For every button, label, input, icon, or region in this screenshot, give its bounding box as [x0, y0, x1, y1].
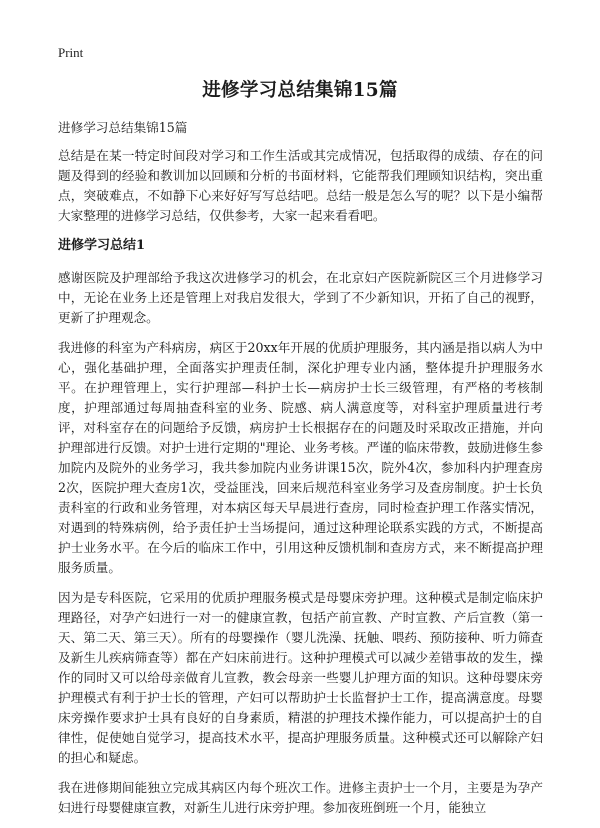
section-heading: 进修学习总结1	[58, 238, 146, 253]
article-subtitle: 进修学习总结集锦15篇	[58, 120, 188, 135]
print-link[interactable]: Print	[58, 45, 84, 60]
body-paragraph: 我进修的科室为产科病房，病区于20xx年开展的优质护理服务，其内涵是指以病人为中心，强化基础护理，全面落实护理责任制，深化护理专业内涵，整体提升护理服务水平。在护理管理上，实行护理部—科护士长—病房护士长三级管理，有严格的考核制度，护理部通过每周抽查科室的业务、院感、病人满意度等，对科室护理质量进行考评，对科室存在的问题给予反馈，病房护士长根据存在的问题及时采取改正措施，并向护理部进行反馈。对护士进行定期的"理论、业务考核。严谨的临床带教，鼓励进修生参加院内及院外的业务学习，我共参加院内业务讲课15次，院外4次，参加科内护理查房2次，医院护理大查房1次，受益匪浅，回来后规范科室业务学习及查房制度。护士长负责科室的行政和业务管理，对本病区每天早晨进行查房，同时检查护理工作落实情况，对遇到的特殊病例，给予责任护士当场提问，通过这种理论联系实践的方式，不断提高护士业务水平。在今后的临床工作中，引用这种反馈机制和查房方式，来不断提高护理服务质量。	[58, 340, 543, 575]
page-title: 进修学习总结集锦15篇	[202, 80, 398, 101]
body-paragraph: 因为是专科医院，它采用的优质护理服务模式是母婴床旁护理。这种模式是制定临床护理路径，对孕产妇进行一对一的健康宣教，包括产前宣教、产时宣教、产后宣教（第一天、第二天、第三天）。所有的母婴操作（婴儿洗澡、抚触、喂药、预防接种、听力筛查及新生儿疾病筛查等）都在产妇床前进行。这种护理模式可以减少差错事故的发生，操作的同时又可以给母亲做育儿宣教，教会母亲一些婴儿护理方面的知识。这种母婴床旁护理模式有利于护士长的管理，产妇可以帮助护士长监督护士工作，提高满意度。母婴床旁操作要求护士具有良好的自身素质，精湛的护理技术操作能力，可以提高护士的自律性，促使她自觉学习，提高技术水平，提高护理服务质量。这种模式还可以解除产妇的担心和疑虑。	[58, 590, 543, 765]
article-body	[58, 118, 543, 828]
body-paragraph: 感谢医院及护理部给予我这次进修学习的机会，在北京妇产医院新院区三个月进修学习中，无论在业务上还是管理上对我启发很大，学到了不少新知识，开拓了自己的视野，更新了护理观念。	[58, 270, 543, 325]
intro-paragraph: 总结是在某一特定时间段对学习和工作生活或其完成情况，包括取得的成绩、存在的问题及得到的经验和教训加以回顾和分析的书面材料，它能帮我们理顾知识结构，突出重点，突破难点，不如静下心来好好写写总结吧。总结一般是怎么写的呢？以下是小编帮大家整理的进修学习总结，仅供参考，大家一起来看看吧。	[58, 148, 543, 223]
body-paragraph: 我在进修期间能独立完成其病区内每个班次工作。进修主责护士一个月，主要是为孕产妇进行母婴健康宣教，对新生儿进行床旁护理。参加夜班倒班一个月，能独立	[58, 780, 543, 815]
